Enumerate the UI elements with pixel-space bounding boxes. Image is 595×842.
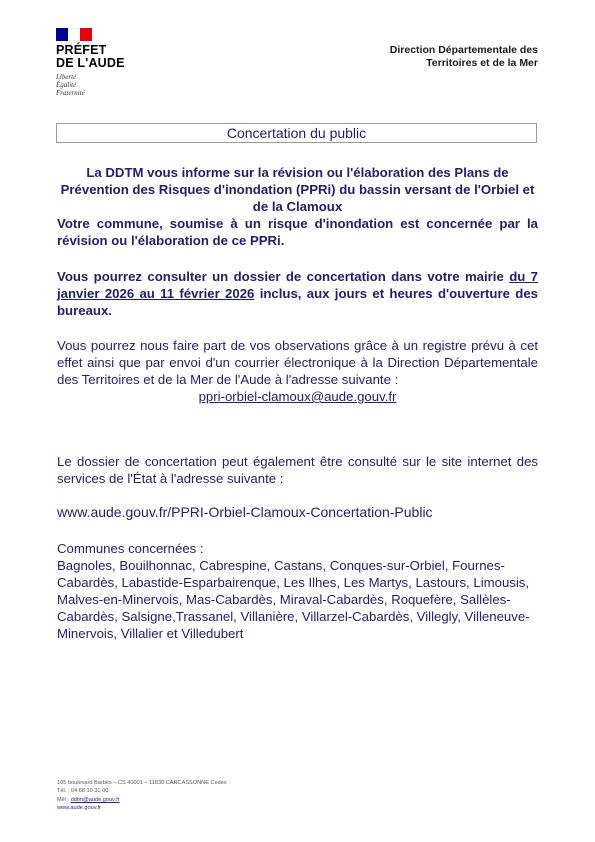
consultation-text-before: Vous pourrez consulter un dossier de concertation dans votre mairie [57, 269, 510, 284]
footer-mel [57, 796, 227, 804]
direction-line-1: Direction Départementale des [389, 44, 538, 56]
logo-text [56, 44, 136, 70]
internet-paragraph: Le dossier de concertation peut également être consulté sur le site internet des services de l'État à l'adresse suivante : [57, 454, 538, 486]
concertation-url-link[interactable]: www.aude.gouv.fr/PPRI-Orbiel-Clamoux-Concertation-Public [57, 504, 433, 520]
logo-line-1: PRÉFET [56, 43, 107, 57]
communes-section [57, 540, 538, 642]
footer-tel: Tél. : 04 68 10 31 00 [57, 788, 109, 795]
devise-fraternite: Fraternité [56, 89, 85, 97]
footer-address: 105 boulevard Barbès – CS 40001 – 11838 CARCASSONNE Cedex [57, 780, 227, 786]
devise-egalite: Égalité [56, 81, 77, 89]
prefet-logo [56, 28, 136, 97]
direction-line-2: Territoires et de la Mer [426, 57, 538, 69]
devise-liberte: Liberté [56, 73, 77, 81]
consultation-text-after: inclus, aux jours et heures d'ouverture des bureaux. [57, 286, 538, 318]
footer-mel-link[interactable]: ddtm@aude.gouv.fr [70, 796, 120, 803]
communes-list: Bagnoles, Bouilhonnac, Cabrespine, Castans, Conques-sur-Orbiel, Fournes-Cabardès, Labastide-Esparbairenque, Les Ilhes, Les Martys, Lastours, Limousis, Malves-en-Minervois, Mas-Cabardès, Miraval-Cabardès, Roquefère, Sallèles-Cabardès, Salsigne,Trassanel, Villanière, Villarzel-Cabardès, Villegly, Villeneuve-Minervois, Villalier et Villedubert [57, 558, 530, 641]
observations-text: Vous pourrez nous faire part de vos observations grâce à un registre prévu à cet effet ainsi que par envoi d'un courrier électronique à la Direction Départementale des Territoires et de la Mer de l'Aude à l'adresse suivante : [57, 338, 538, 387]
footer-web-link[interactable]: www.aude.gouv.fr [57, 805, 102, 812]
direction-header [390, 44, 538, 70]
communes-label: Communes concernées : [57, 541, 204, 556]
republic-flag-icon [56, 28, 92, 41]
info-paragraph: La DDTM vous informe sur la révision ou l'élaboration des Plans de Prévention des Risques d'inondation (PPRi) du bassin versant de l'Orbiel et de la Clamoux [60, 165, 535, 214]
devise [56, 73, 136, 97]
consultation-dates: du 7 janvier 2026 au 11 février 2026 [57, 269, 539, 301]
footer-mel-label: Mél : [57, 796, 71, 803]
page-title: Concertation du public [56, 123, 537, 143]
logo-line-2: DE L'AUDE [56, 56, 125, 70]
observations-paragraph [57, 337, 538, 405]
footer [57, 779, 227, 813]
commune-paragraph: Votre commune, soumise à un risque d'inondation est concernée par la révision ou l'élaboration de ce PPRi. [57, 216, 538, 248]
email-link[interactable]: ppri-orbiel-clamoux@aude.gouv.fr [198, 389, 397, 404]
consultation-paragraph [57, 268, 538, 319]
